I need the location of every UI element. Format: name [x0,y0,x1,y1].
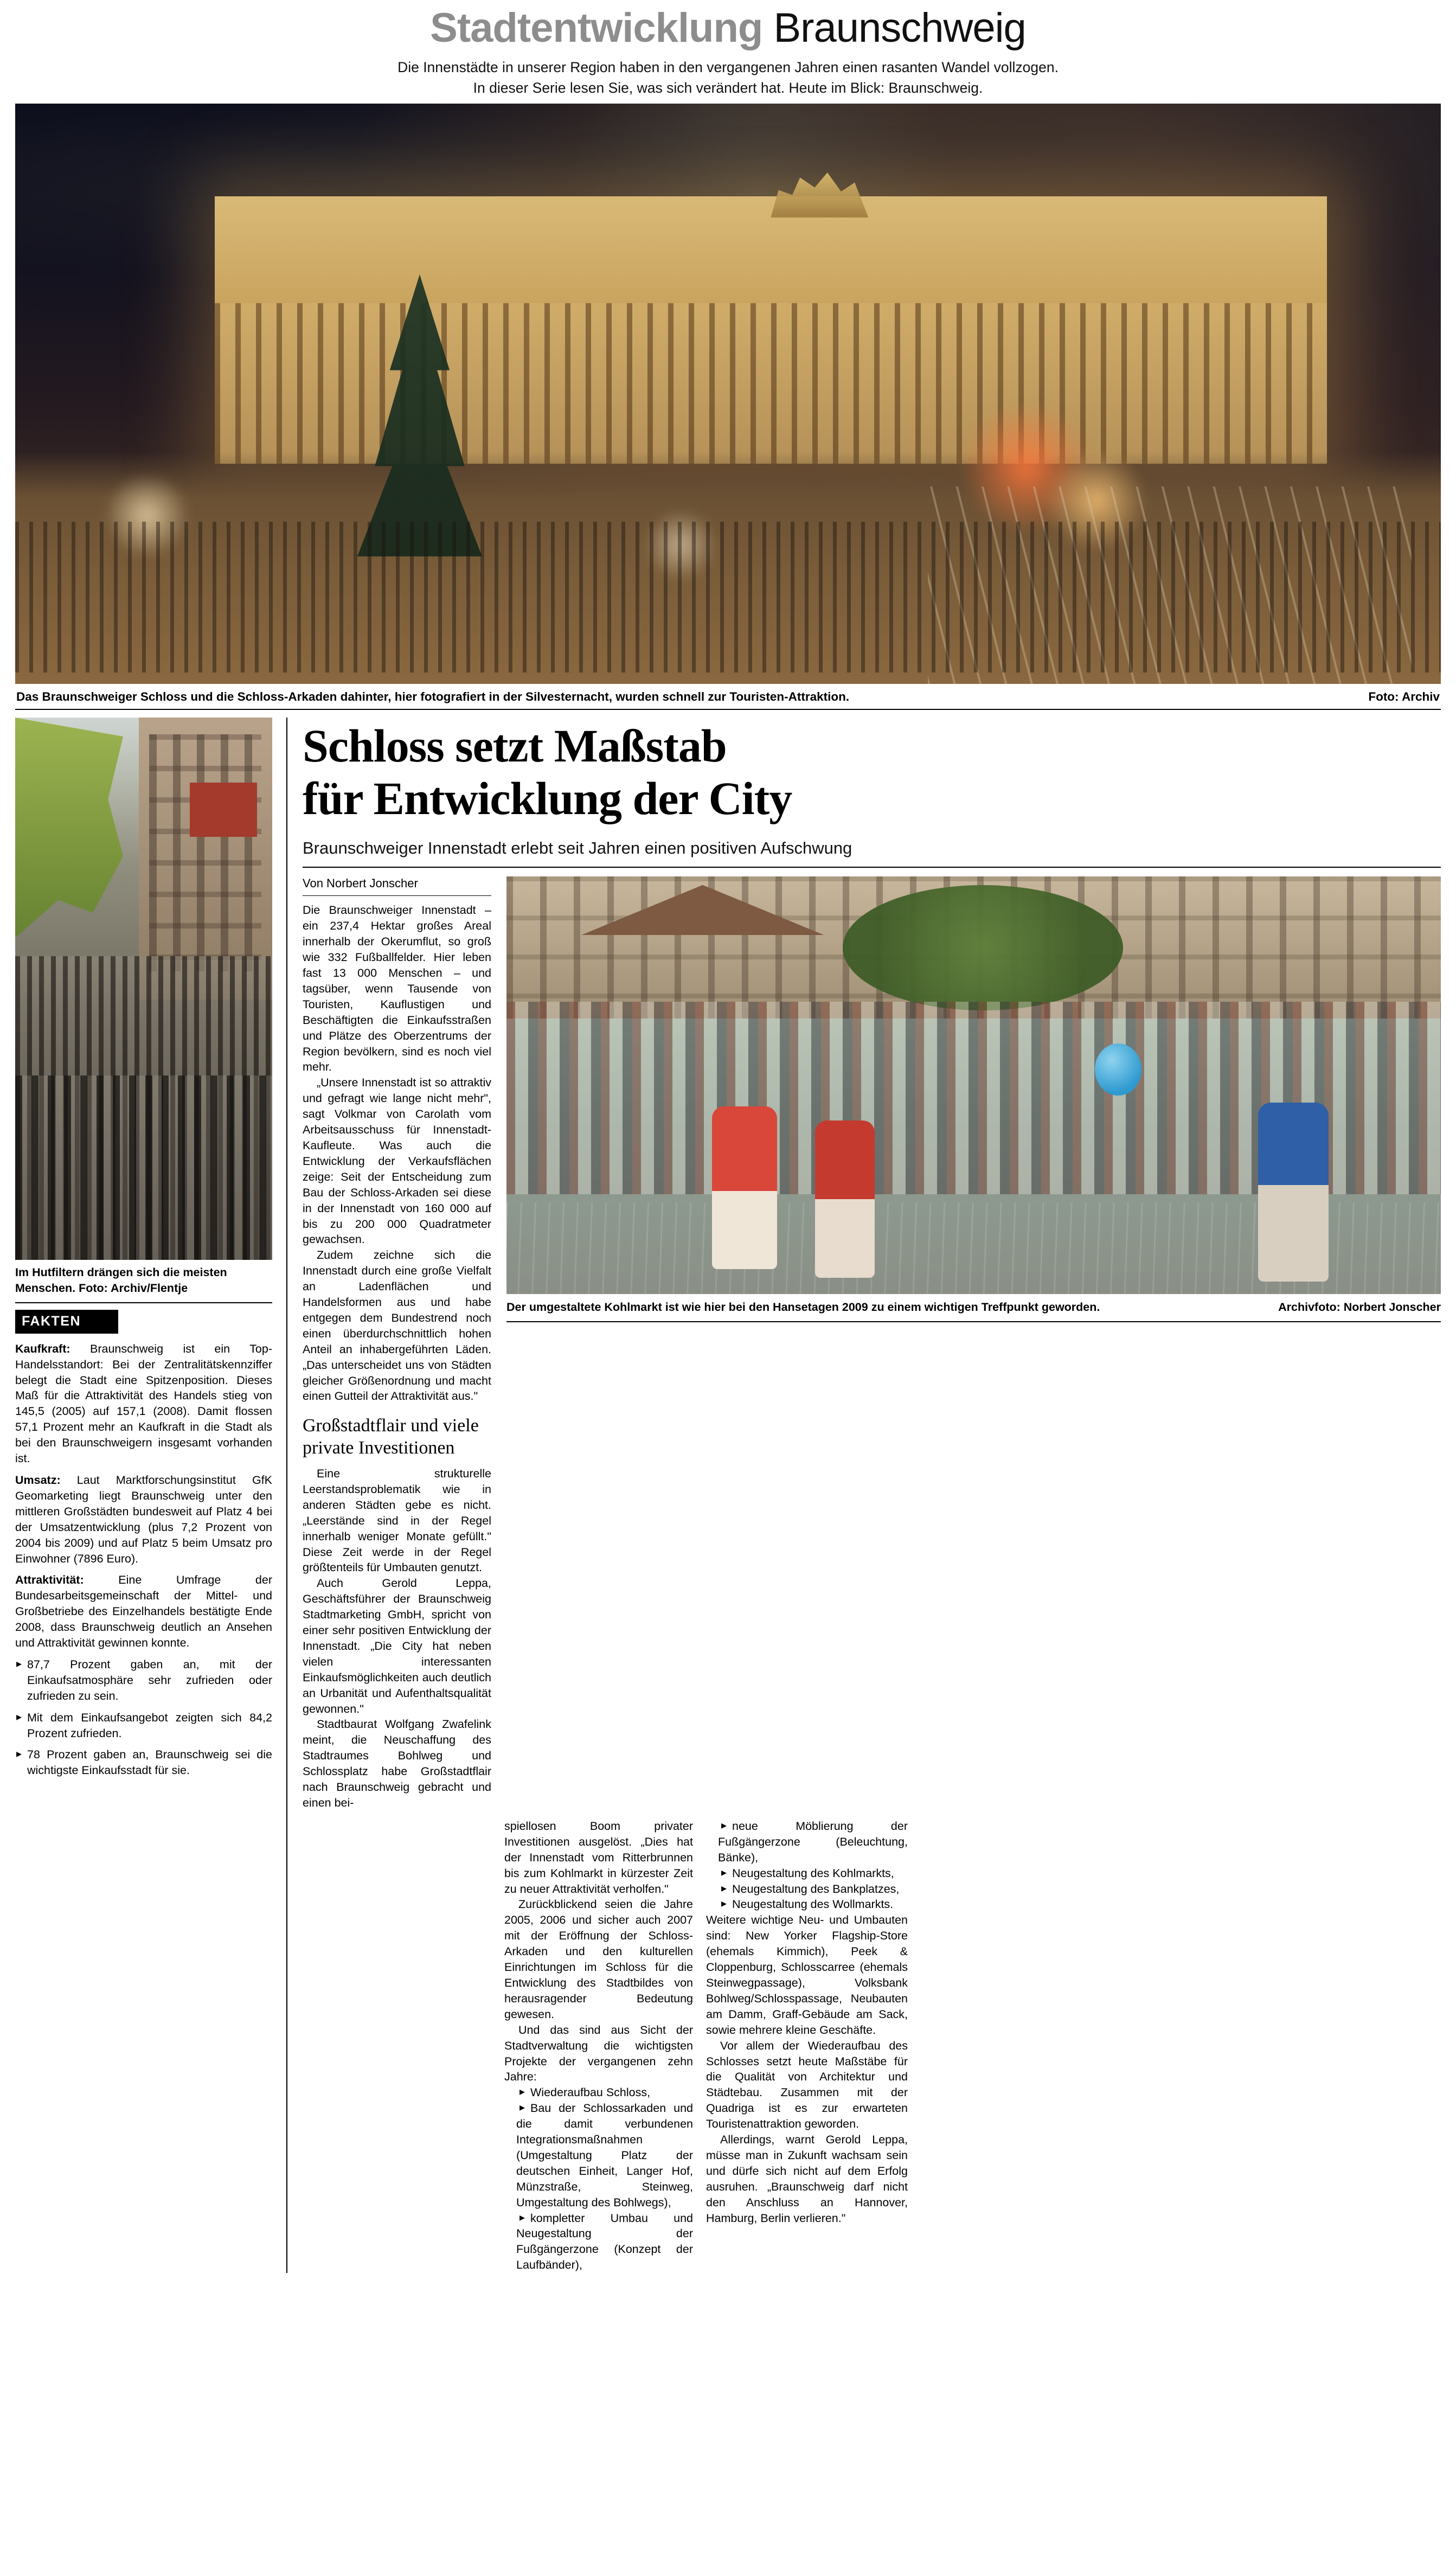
kohlmarkt-caption-row [506,1299,1441,1322]
hero-caption-row [15,684,1441,710]
photo-kohlmarkt [506,876,1441,1294]
article-paragraph: Vor allem der Wiederaufbau des Schlosses setzt heute Maßstäbe für die Qualität von Architektur und Städtebau. Zusammen mit der Quadriga ist es zur erwarteten Touristenattraktion geworden. [706,2039,908,2131]
article-paragraph: Zudem zeichne sich die Innenstadt durch eine große Vielfalt an Ladenflächen und Handelsformen aus und habe entgegen dem Bundestrend noch einen überdurchschnittlich hohen Anteil an inhabergeführten Läden. „Das unterscheidet uns von Städten gleicher Größenordnung und macht einen Gutteil der Attraktivität aus." [303,1248,491,1403]
fact-text: Laut Marktforschungsinstitut GfK Geomarketing liegt Braunschweig unter den mittleren Großstädten bundesweit auf Platz 4 bei der Umsatzentwicklung (plus 7,2 Prozent von 2004 bis 2009) und auf Platz 5 beim Umsatz pro Einwohner (7896 Euro). [15,1473,272,1565]
kohlmarkt-photo-credit: Archivfoto: Norbert Jonscher [1278,1301,1441,1314]
left-column [15,718,286,2273]
article-paragraph: „Unsere Innenstadt ist so attraktiv und gefragt wie lange nicht mehr", sagt Volkmar von Carolath vom Arbeitsausschuss für Innenstadt-Kaufleute. Was auch die Entwicklung der Verkaufsflächen zeige: Seit der Entscheidung zum Bau der Schloss-Arkaden sei diese in der Innenstadt von 160 000 auf bis zu 200 000 Quadratmeter gewachsen. [303,1076,491,1246]
article-paragraph: Weitere wichtige Neu- und Umbauten sind: New Yorker Flagship-Store (ehemals Kimmich), Peek & Cloppenburg, Schlosscarree (ehemals Steinwegpassage), Volksbank Bohlweg/Schlosspassage, Neubauten am Damm, Graff-Gebäude am Sack, sowie mehrere kleine Geschäfte. [706,1913,908,2037]
headline-line-1: Schloss setzt Maßstab [303,720,727,772]
article-paragraph: Eine strukturelle Leerstandsproblematik wie in anderen Städten gebe es nicht. „Leerstände sind in der Regel innerhalb weniger Monate gefüllt." Diese Zeit werde in der Regel größtenteils für Umbauten genutzt. [303,1467,491,1574]
fact-text: Eine Umfrage der Bundesarbeitsgemeinschaft der Mittel- und Großbetriebe des Einzelhandels bestätigte Ende 2008, dass Braunschweig deutlich an Ansehen und Attraktivität gewinnen konnte. [15,1573,272,1650]
article-bullet: ▸ kompletter Umbau und Neugestaltung der Fußgängerzone (Konzept der Laufbänder), [504,2211,693,2274]
fact-lead: Attraktivität: [15,1573,84,1587]
article-paragraph: spiellosen Boom privater Investitionen ausgelöst. „Dies hat der Innenstadt vom Ritterbrunnen bis zum Kohlmarkt in kürzester Zeit zu neuer Attraktivität verholfen." [504,1819,693,1896]
masthead-kicker: Stadtentwicklung [430,5,763,51]
photo-hutfiltern [15,718,272,1260]
hutfiltern-red-sign [190,783,256,837]
article-body-col2 [504,1819,693,2273]
article-column-2 [504,1819,706,2273]
kohlmarkt-photo-block [504,876,1441,1811]
article-paragraph: Zurückblickend seien die Jahre 2005, 2006 und sicher auch 2007 mit der Eröffnung der Schloss-Arkaden und den kulturellen Einrichtungen im Schloss für die Entwicklung des Stadtbildes von herausragender Bedeutung gewesen. [504,1898,693,2021]
hero-photo-credit: Foto: Archiv [1368,690,1440,704]
kohlmarkt-child [1258,1103,1329,1282]
fact-item [15,1341,272,1467]
article-bullet: ▸ Neugestaltung des Wollmarkts. [706,1897,908,1912]
fact-item [15,1472,272,1566]
fact-item [15,1572,272,1651]
article-upper-grid [303,876,1441,1811]
article-body-col1 [303,902,491,1811]
hero-colonnade [215,303,1327,463]
article-paragraph: Auch Gerold Leppa, Geschäftsführer der Braunschweig Stadtmarketing GmbH, spricht von einer sehr positiven Entwicklung der Innenstadt. „Die City hat neben vielen interessanten Einkaufsmöglichkeiten auch deutlich an Urbanität und Aufenthaltsqualität gewonnen." [303,1577,491,1715]
article-bullet: ▸ Neugestaltung des Kohlmarkts, [706,1866,908,1881]
article-body-col3 [706,1819,908,2226]
article-paragraph: Allerdings, warnt Gerold Leppa, müsse man in Zukunft wachsam sein und dürfe sich nicht auf dem Erfolg ausruhen. „Braunschweig darf nicht den Anschluss an Hannover, Hamburg, Berlin verlieren." [706,2133,908,2225]
fakten-body [15,1341,272,1779]
masthead-subtitle-line2: In dieser Serie lesen Sie, was sich verändert hat. Heute im Blick: Braunschweig. [473,79,983,96]
article-byline: Von Norbert Jonscher [303,876,491,896]
hutfiltern-caption: Im Hutfiltern drängen sich die meisten Menschen. Foto: Archiv/Flentje [15,1265,272,1303]
hutfiltern-crowd-foreground [15,1075,272,1260]
hero-crowd [15,522,1441,673]
hero-caption-text: Das Braunschweiger Schloss und die Schloss-Arkaden dahinter, hier fotografiert in der Silvesternacht, wurden schnell zur Touristen-Attraktion. [16,690,850,704]
article-bullet: ▸ Bau der Schlossarkaden und die damit verbundenen Integrationsmaßnahmen (Umgestaltung Platz der deutschen Einheit, Langer Hof, Münzstraße, Steinweg, Umgestaltung des Bohlwegs), [504,2101,693,2210]
kohlmarkt-child [815,1120,875,1278]
article-section-title: Großstadtflair und viele private Investitionen [303,1416,479,1458]
hero-schloss-facade [215,196,1327,463]
masthead [15,0,1441,98]
article-bullet: ▸ Wiederaufbau Schloss, [504,2085,693,2101]
masthead-subtitle-line1: Die Innenstädte in unserer Region haben in den vergangenen Jahren einen rasanten Wandel vollzogen. [397,59,1059,75]
fact-text: Braunschweig ist ein Top-Handelsstandort: Bei der Zentralitätskennziffer belegt die Stadt eine Spitzenposition. Dieses Maß für die Attraktivität des Handels stieg von 145,5 (2005) auf 157,1 (2008). Damit flossen 57,1 Prozent mehr an Kaufkraft in die Stadt als bei den Braunschweigern insgesamt vorhanden ist. [15,1342,272,1465]
hero-photo-block [15,104,1441,710]
article-area [286,718,1441,2273]
hero-photo-schloss [15,104,1441,684]
article-paragraph: Und das sind aus Sicht der Stadtverwaltung die wichtigsten Projekte der vergangenen zehn Jahre: [504,2023,693,2084]
fact-bullet: ▸ 87,7 Prozent gaben an, mit der Einkaufsatmosphäre sehr zufrieden oder zufrieden zu sein. [15,1657,272,1704]
page-title [15,5,1441,51]
kohlmarkt-child [712,1106,777,1269]
fact-lead: Kaufkraft: [15,1342,70,1355]
kohlmarkt-tree [843,885,1123,1010]
headline-line-2: für Entwicklung der City [303,772,792,824]
article-column-1 [303,876,504,1811]
article-headline [303,720,1441,824]
subhead-divider [303,867,1441,868]
article-paragraph: Die Braunschweiger Innenstadt – ein 237,4 Hektar großes Areal innerhalb der Okerumflut, so groß wie 332 Fußballfelder. Hier leben fast 13 000 Menschen – und tagsüber, wenn Tausende von Touristen, Kauflustigen und Beschäftigten die Einkaufsstraßen und Plätze des Oberzentrums der Region bevölkern, sind es noch viel mehr. [303,904,491,1074]
fact-lead: Umsatz: [15,1473,61,1487]
masthead-subtitle [15,57,1441,98]
article-column-3 [706,1819,908,2273]
body-area [15,718,1441,2273]
article-lower-columns [303,1819,1441,2273]
article-bullet: ▸ Neugestaltung des Bankplatzes, [706,1881,908,1897]
kohlmarkt-caption-text: Der umgestaltete Kohlmarkt ist wie hier bei den Hansetagen 2009 zu einem wichtigen Treffpunkt geworden. [506,1301,1100,1314]
masthead-city: Braunschweig [773,5,1026,51]
article-bullet: ▸ neue Möblierung der Fußgängerzone (Beleuchtung, Bänke), [706,1819,908,1866]
article-subhead: Braunschweiger Innenstadt erlebt seit Jahren einen positiven Aufschwung [303,838,852,857]
fact-bullet: ▸ 78 Prozent gaben an, Braunschweig sei die wichtigste Einkaufsstadt für sie. [15,1747,272,1778]
fakten-section-label: FAKTEN [15,1310,118,1334]
article-paragraph: Stadtbaurat Wolfgang Zwafelink meint, die Neuschaffung des Stadtraumes Bohlweg und Schlossplatz habe Großstadtflair nach Braunschweig gebracht und einen bei- [303,1718,491,1809]
fact-bullet: ▸ Mit dem Einkaufsangebot zeigten sich 84,2 Prozent zufrieden. [15,1710,272,1741]
